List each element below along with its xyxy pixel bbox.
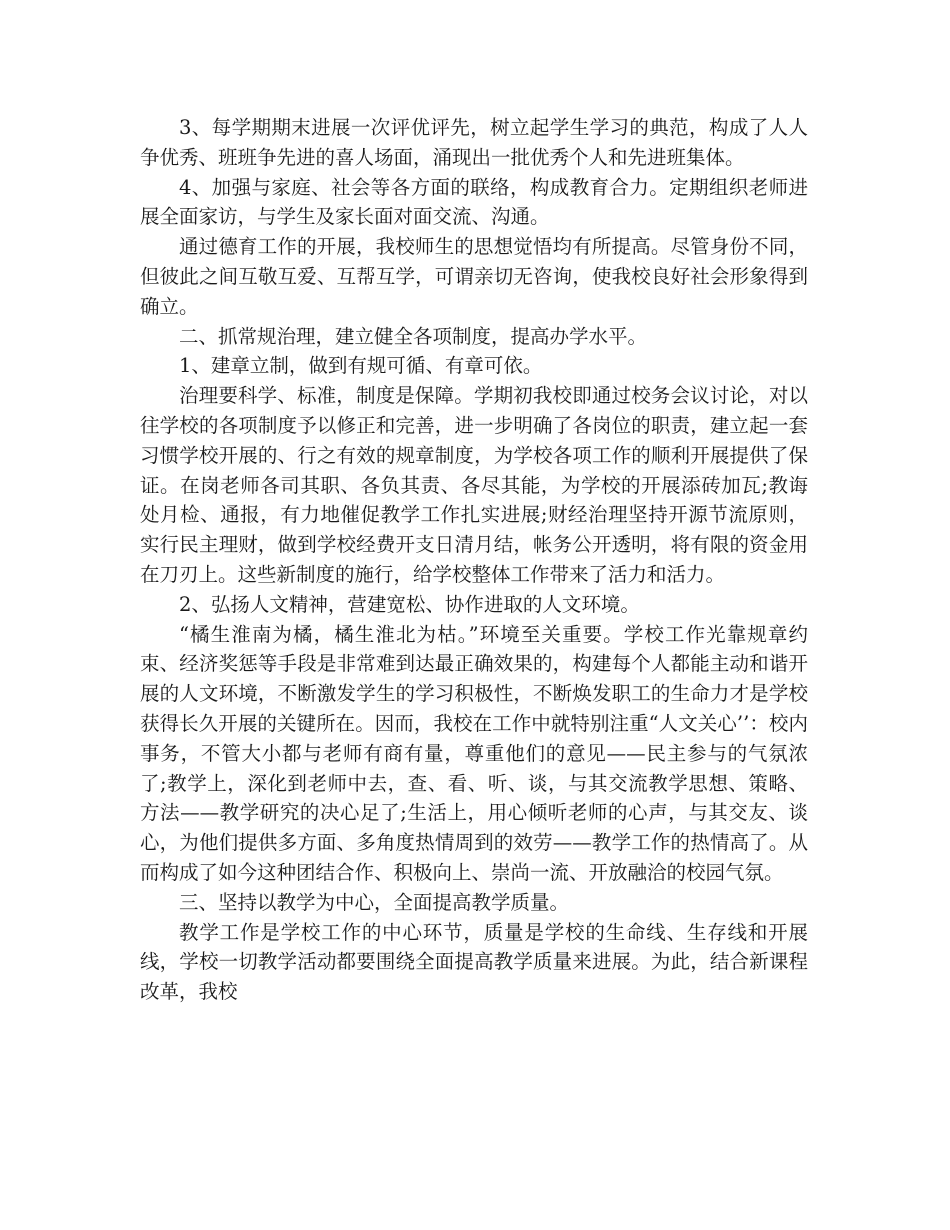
- document-body: [140, 113, 808, 1007]
- paragraph-item-3: 3、每学期期末进展一次评优评先，树立起学生学习的典范，构成了人人争优秀、班班争先进的喜人场面，涌现出一批优秀个人和先进班集体。: [140, 116, 808, 169]
- paragraph-teaching-quality: 教学工作是学校工作的中心环节，质量是学校的生命线、生存线和开展线，学校一切教学活动都要围绕全面提高教学质量来进展。为此，结合新课程改革，我校: [140, 920, 808, 1004]
- paragraph-moral-education-summary: 通过德育工作的开展，我校师生的思想觉悟均有所提高。尽管身份不同，但彼此之间互敬互爱、互帮互学，可谓亲切无咨询，使我校良好社会形象得到确立。: [140, 235, 808, 318]
- section-heading-2: 二、抓常规治理，建立健全各项制度，提高办学水平。: [179, 324, 648, 348]
- subheading-2: 2、弘扬人文精神，营建宽松、协作进取的人文环境。: [179, 592, 640, 616]
- paragraph-item-4: 4、加强与家庭、社会等各方面的联络，构成教育合力。定期组织老师进展全面家访，与学生及家长面对面交流、沟通。: [140, 175, 808, 229]
- paragraph-humanistic-environment: “橘生淮南为橘，橘生淮北为枯。”环境至关重要。学校工作光靠规章约束、经济奖惩等手段是非常难到达最正确效果的，构建每个人都能主动和谐开展的人文环境，不断激发学生的学习积极性，不断焕发职工的生命力才是学校获得长久开展的关键所在。因而，我校在工作中就特别注重“人文关心’’：校内事务，不管大小都与老师有商有量，尊重他们的意见——民主参与的气氛浓了;教学上，深化到老师中去，查、看、听、谈，与其交流教学思想、策略、方法——教学研究的决心足了;生活上，用心倾听老师的心声，与其交友、谈心，为他们提供多方面、多角度热情周到的效劳——教学工作的热情高了。从而构成了如今这种团结合作、积极向上、崇尚一流、开放融洽的校园气氛。: [140, 622, 808, 884]
- paragraph-management: 治理要科学、标准，制度是保障。学期初我校即通过校务会议讨论，对以往学校的各项制度予以修正和完善，进一步明确了各岗位的职责，建立起一套习惯学校开展的、行之有效的规章制度，为学校各项工作的顺利开展提供了保证。在岗老师各司其职、各负其责、各尽其能，为学校的开展添砖加瓦;教诲处月检、通报，有力地催促教学工作扎实进展;财经治理坚持开源节流原则，实行民主理财，做到学校经费开支日清月结，帐务公开透明，将有限的资金用在刀刃上。这些新制度的施行，给学校整体工作带来了活力和活力。: [140, 384, 808, 586]
- subheading-1: 1、建章立制，做到有规可循、有章可依。: [179, 354, 543, 378]
- section-heading-3: 三、坚持以教学为中心，全面提高教学质量。: [179, 890, 570, 914]
